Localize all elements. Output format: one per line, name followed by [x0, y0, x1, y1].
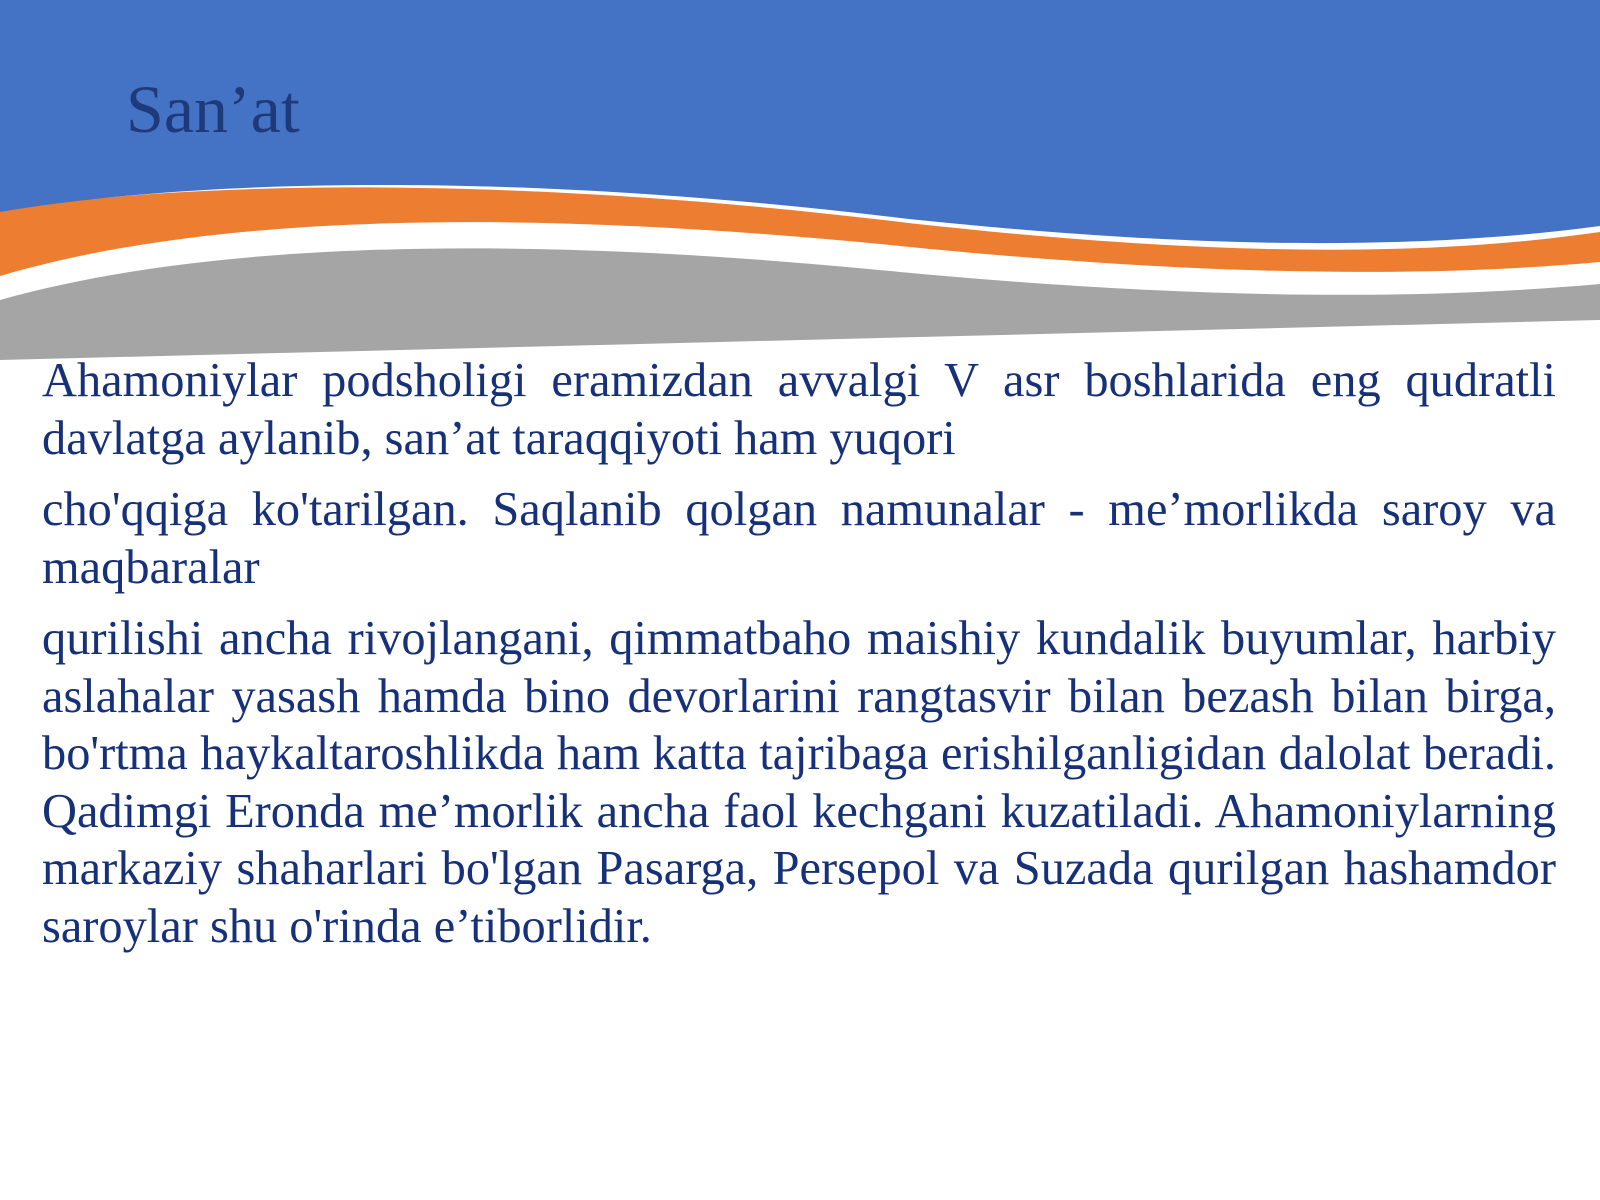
paragraph-2: cho'qqiga ko'tarilgan. Saqlanib qolgan namunalar - me’morlikda saroy va maqbaralar	[42, 483, 1556, 594]
paragraph-3: qurilishi ancha rivojlangani, qimmatbaho maishiy kundalik buyumlar, harbiy aslahalar yasash hamda bino devorlarini rangtasvir bilan bezash bilan birga, bo'rtma haykaltaroshlikda ham katta tajribaga erishilganligidan dalolat beradi. Qadimgi Eronda me’morlik ancha faol kechgani kuzatiladi. Ahamoniylarning markaziy shaharlari bo'lgan Pasarga, Persepol va Suzada qurilgan hashamdor saroylar shu o'rinda e’tiborlidir.	[42, 612, 1556, 953]
slide-title: San’at	[126, 71, 300, 147]
paragraph-1: Ahamoniylar podsholigi eramizdan avvalgi V asr boshlarida eng qudratli davlatga aylanib, san’at taraqqiyoti ham yuqori	[42, 354, 1556, 465]
header-wave-decoration	[0, 0, 1600, 370]
slide-body	[42, 352, 1556, 969]
